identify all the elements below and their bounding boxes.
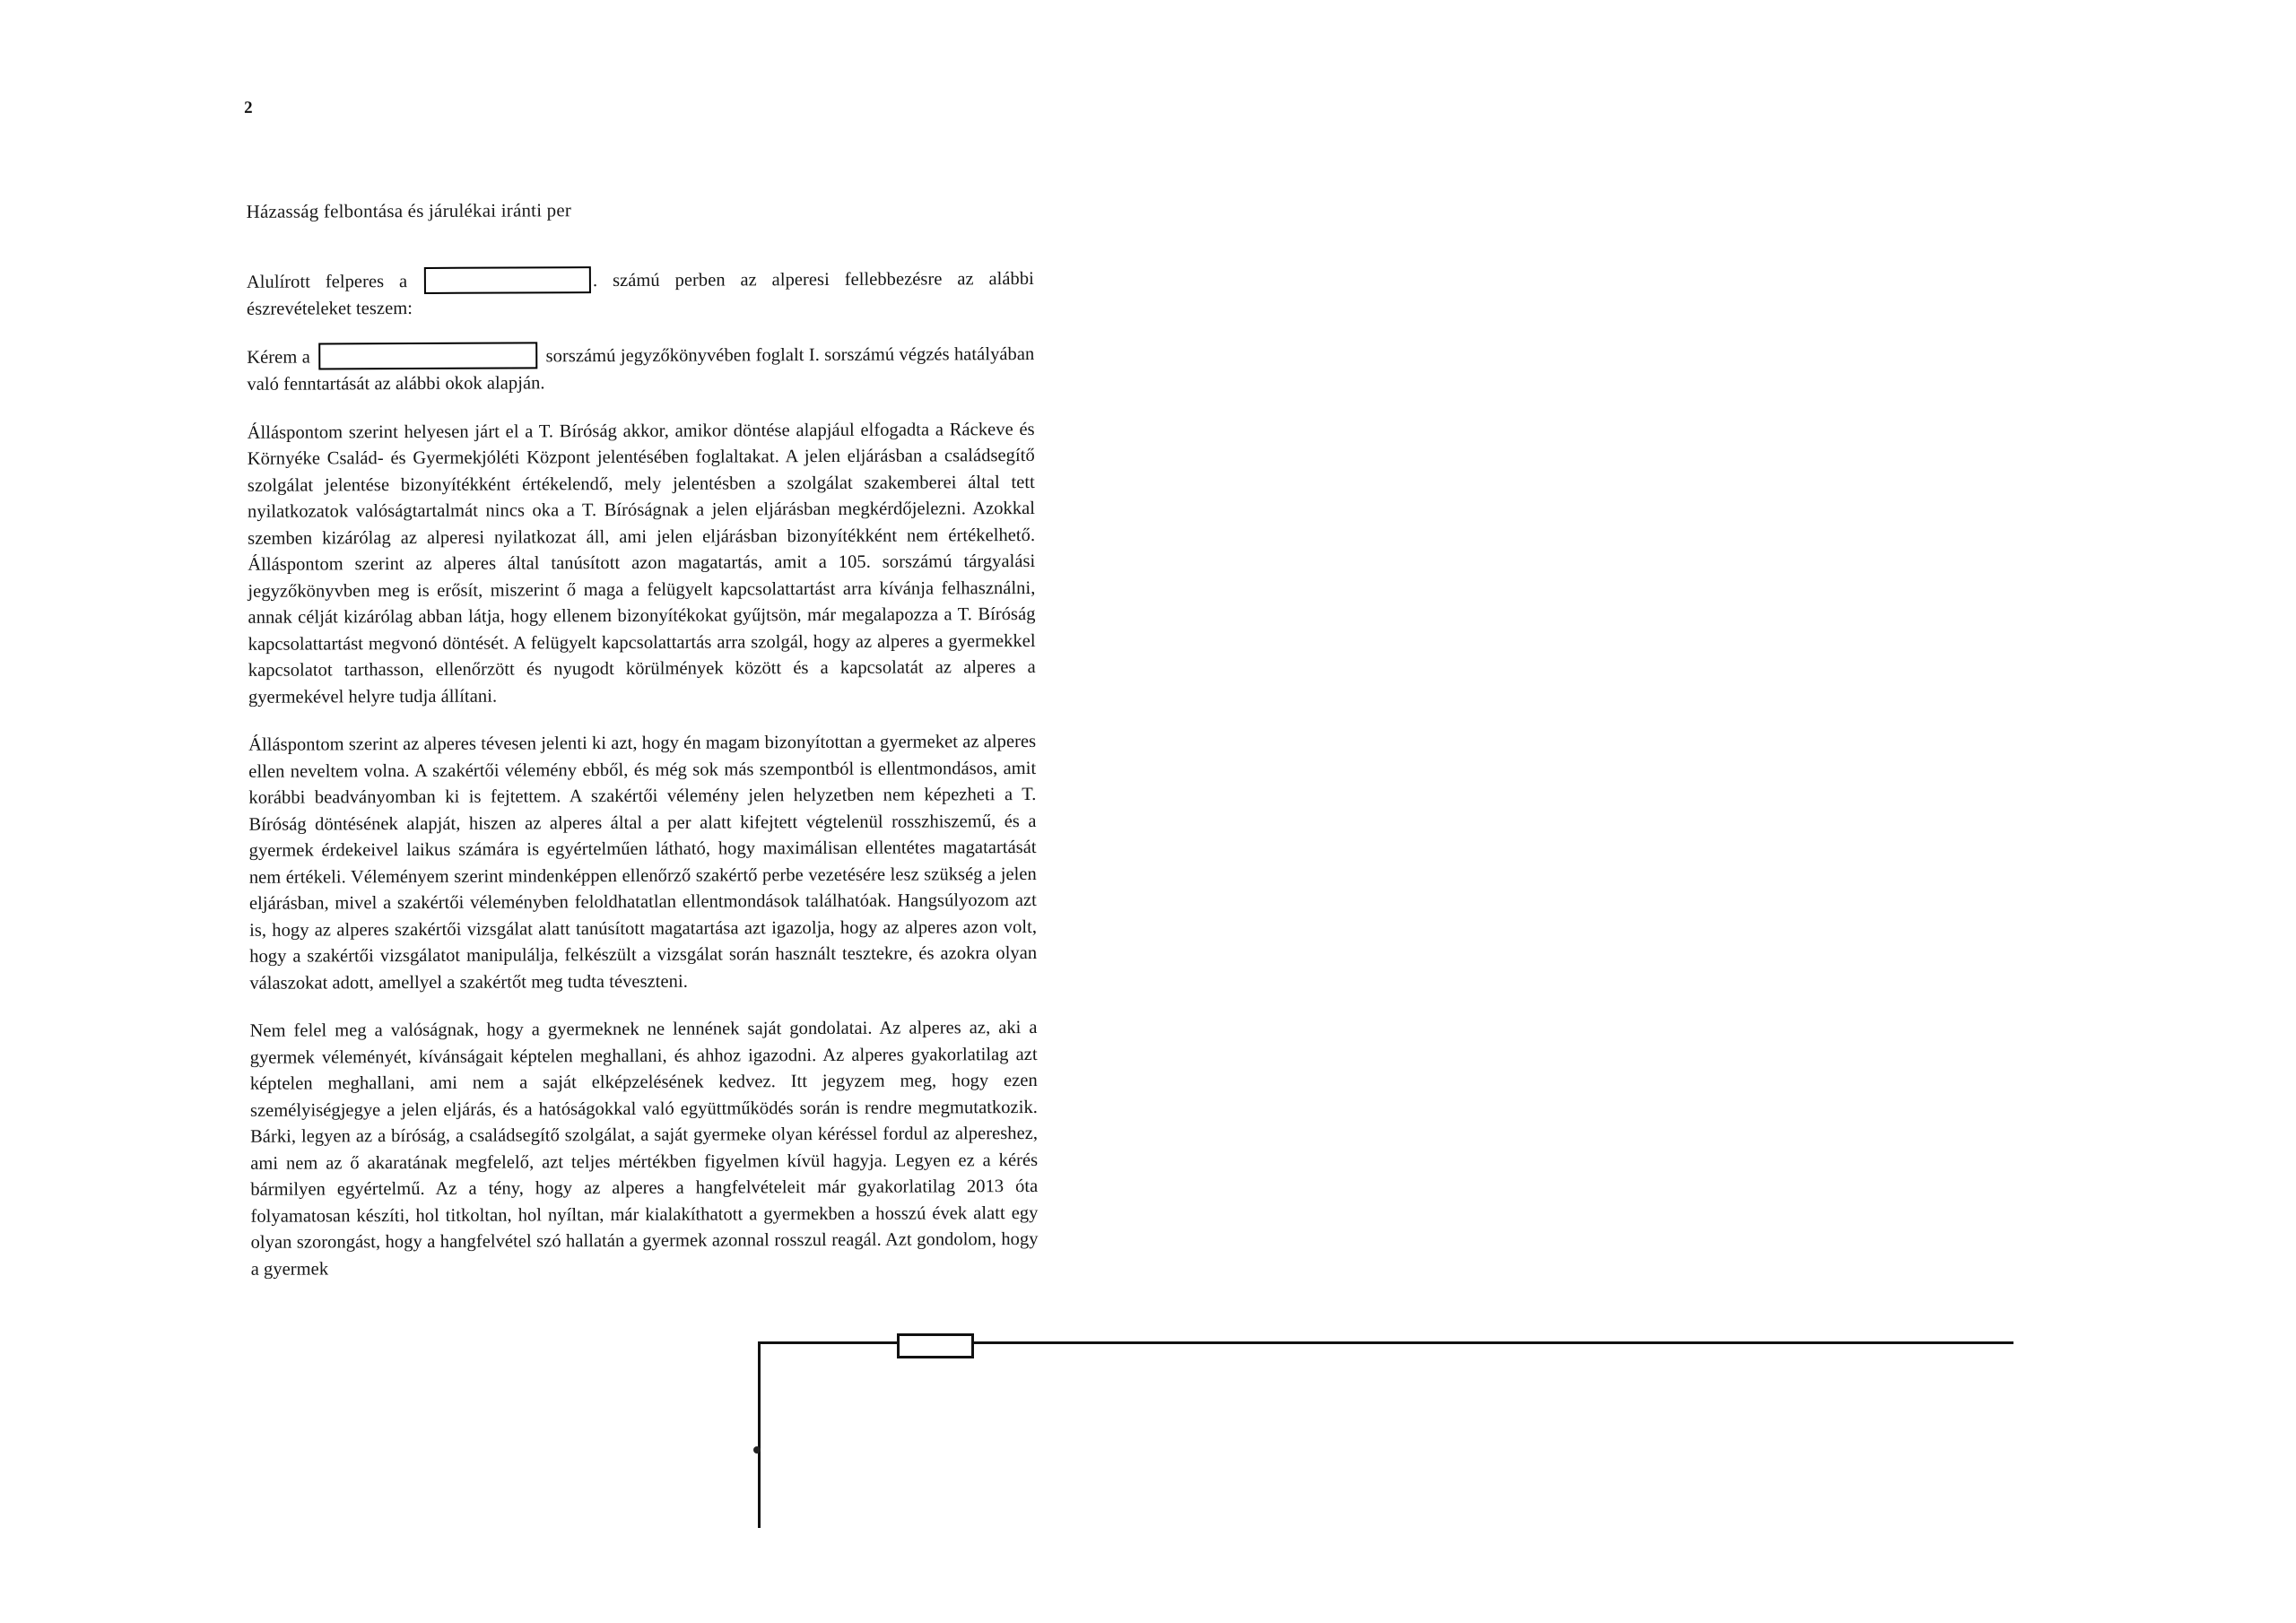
paragraph-text-part: . számú perben az alperesi fellebbezésre az alábbi észrevételeket teszem:	[246, 268, 1034, 320]
overlay-redaction-box	[897, 1333, 974, 1358]
scan-margin	[0, 0, 190, 1623]
overlapping-sheet-left-edge	[758, 1341, 761, 1528]
paragraph-text-part: Kérem a	[247, 347, 316, 368]
page-number: 2	[243, 98, 253, 117]
paragraph-position-3: Nem felel meg a valóságnak, hogy a gyermeknek ne lennének saját gondolatai. Az alperes az, aki a gyermek véleményét, kívánságait képtelen meghallani, és ahhoz igazodni. Az alperes gyakorlatilag azt képtelen meghallani, ami nem a saját elképzelésének kedvez. Itt jegyzem meg, hogy ezen személyiségjegye a jelen eljárás, és a hatóságokkal való együttműködés során is rendre megmutatkozik. Bárki, legyen az a bíróság, a családsegítő szolgálat, a saját gyermeke olyan kéréssel fordul az alpereshez, ami nem az ő akaratának megfelelő, azt teljes mértékben figyelmen kívül hagyja. Legyen ez a kérés bármilyen egyértelmű. Az a tény, hogy az alperes a hangfelvételeit már gyakorlatilag 2013 óta folyamatosan készíti, hol titkoltan, hol nyíltan, már kialakíthatott a gyermekben a hosszú évek alatt egy olyan szorongást, hogy a hangfelvétel szó hallatán a gyermek azonnal rosszul reagál. Azt gondolom, hogy a gyermek	[249, 1018, 1039, 1280]
paragraph-request	[209, 342, 1034, 399]
paragraph-position-1: Álláspontom szerint helyesen járt el a T. Bíróság akkor, amikor döntése alapjául elfogadta a Ráckeve és Környéke Család- és Gyermekjóléti Központ jelentésében foglaltakat. A jelen eljárásban a családsegítő szolgálat jelentése bizonyítékként értékelendő, mely jelentésben a szolgálat szakemberei által tett nyilatkozatok valóságtartalmát nincs oka a T. Bíróságnak a jelen eljárásban megkérdőjelezni. Azokkal szemben kizárólag az alperesi nyilatkozat áll, ami jelen eljárásban bizonyítékként nem értékelhető. Álláspontom szerint az alperes által tanúsított azon magatartás, amit a 105. sorszámú tárgyalási jegyzőkönyvben meg is erősít, miszerint ő maga a felügyelt kapcsolattartást arra kívánja felhasználni, annak célját kizárólag abban látja, hogy ellenem bizonyítékokat gyűjtsön, már megalapozza a T. Bíróság kapcsolattartást megvonó döntését. A felügyelt kapcsolattartás arra szolgál, hogy az alperes a gyermekkel kapcsolatot tarthasson, ellenőrzött és nyugodt körülmények között és a kapcsolatát az alperes a gyermekével helyre tudja állítani.	[247, 419, 1036, 707]
scan-artifact-dot	[753, 1446, 761, 1454]
paragraph-intro	[209, 266, 1034, 324]
redaction-box-case-number	[424, 266, 591, 294]
paragraph-text-part: sorszámú jegyzőkönyvében foglalt I. sorszámú végzés hatályában való fenntartását az alábbi okok alapján.	[247, 343, 1035, 395]
document-title: Házasság felbontása és járulékai iránti per	[246, 199, 572, 222]
paragraph-position-2: Álláspontom szerint az alperes tévesen jelenti ki azt, hogy én magam bizonyítottan a gyermeket az alperes ellen neveltem volna. A szakértői vélemény ebből, és még sok más szempontból is ellentmondásos, amit korábbi beadványomban ki is fejtettem. A szakértői vélemény jelen helyzetben nem képezheti a T. Bíróság döntésének alapját, hiszen az alperes által a per alatt kifejtett végtelenül rosszhiszemű, és a gyermek érdekeivel laikus számára is egyértelműen látható, hogy maximálisan ellentétes magatartását nem értékeli. Véleményem szerint mindenképpen ellenőrző szakértő perbe vezetésére lesz szükség a jelen eljárásban, mivel a szakértői véleményben feloldhatatlan ellentmondások találhatóak. Hangsúlyozom azt is, hogy az alperes szakértői vizsgálat alatt tanúsított magatartása azt igazolja, hogy az alperes azon volt, hogy a szakértői vizsgálatot manipulálja, felkészült a vizsgálat során használt tesztekre, és azokra olyan válaszokat adott, amellyel a szakértőt meg tudta téveszteni.	[248, 732, 1038, 994]
redaction-box-protocol-number	[318, 342, 537, 369]
document-text-body	[208, 95, 1039, 1305]
paragraph-text-part: Alulírott felperes a	[246, 271, 423, 292]
overlapping-sheet-mask	[761, 1345, 2016, 1623]
